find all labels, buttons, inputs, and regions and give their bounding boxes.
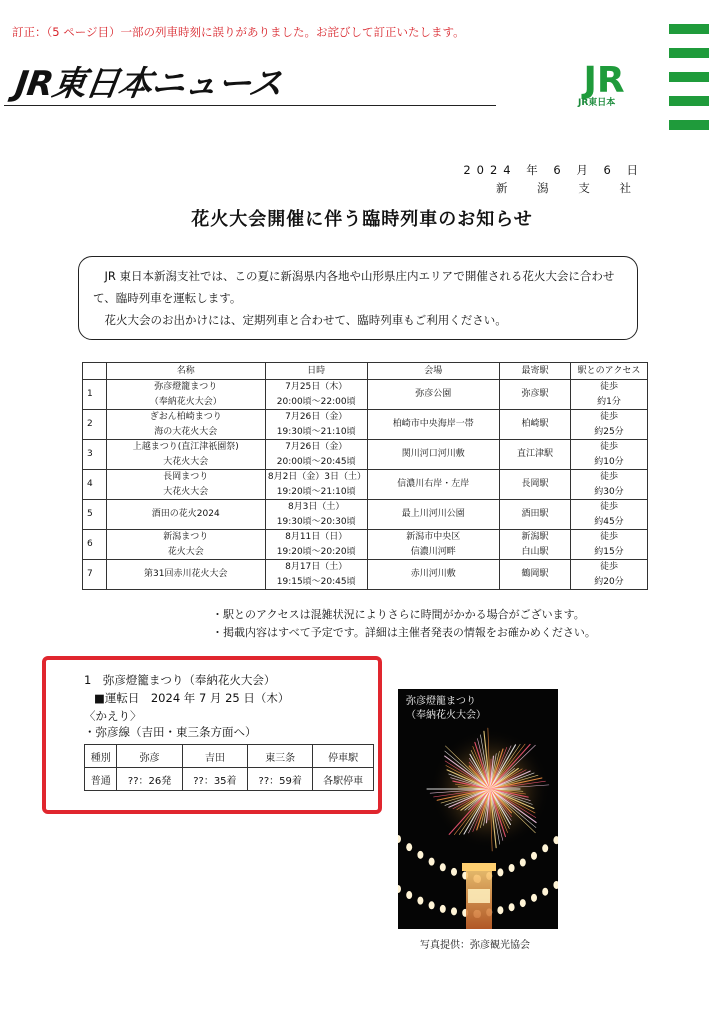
column-header: 駅とのアクセス: [570, 363, 647, 380]
table-cell: ぎおん柏崎まつり 海の大花火大会: [106, 410, 265, 440]
photo-caption-line: （奉納花火大会）: [406, 710, 486, 721]
table-cell: 新潟まつり 花火大会: [106, 530, 265, 560]
table-row: [83, 530, 648, 560]
table-row: [83, 500, 648, 530]
table-header-row: [83, 363, 648, 380]
table-cell: 徒歩 約45分: [570, 500, 647, 530]
table-cell: 徒歩 約15分: [570, 530, 647, 560]
jr-east-label: JR東日本: [578, 98, 616, 108]
train-schedule-table: [84, 744, 374, 791]
table-cell: 最上川河川公園: [367, 500, 500, 530]
intro-paragraph: JR 東日本新潟支社では、この夏に新潟県内各地や山形県庄内エリアで開催される花火大会に合わせて、臨時列車を運転します。: [93, 269, 615, 305]
table-row: [83, 440, 648, 470]
run-date: ■運転日 2024 年 7 月 25 日（木）: [94, 691, 290, 705]
table-cell: 上越まつり(直江津祇園祭) 大花火大会: [106, 440, 265, 470]
jr-east-news-logo: JR東日本ニュース: [12, 64, 285, 104]
table-cell: 弥彦公園: [367, 380, 500, 410]
table-cell: 3: [83, 440, 107, 470]
table-cell: 2: [83, 410, 107, 440]
table-cell: 弥彦燈籠まつり （奉納花火大会）: [106, 380, 265, 410]
event-heading: 1 弥彦燈籠まつり（奉納花火大会）: [84, 673, 276, 687]
direction-label: 〈かえり〉: [84, 709, 142, 723]
table-cell: ??：35着: [182, 768, 247, 791]
column-header: 東三条: [248, 745, 313, 768]
svg-text:JR: JR: [583, 60, 625, 101]
page-title: 花火大会開催に伴う臨時列車のお知らせ: [191, 209, 533, 230]
column-header: 弥彦: [117, 745, 182, 768]
issuing-branch: 新 潟 支 社: [496, 181, 644, 195]
brand-stripes: [669, 24, 709, 144]
fireworks-photo: [398, 689, 558, 929]
header-divider: [4, 105, 496, 106]
table-cell: 徒歩 約20分: [570, 560, 647, 590]
table-cell: 5: [83, 500, 107, 530]
table-cell: 第31回赤川花火大会: [106, 560, 265, 590]
table-cell: 柏崎駅: [500, 410, 571, 440]
table-cell: ??：59着: [248, 768, 313, 791]
table-row: [83, 410, 648, 440]
table-cell: 弥彦駅: [500, 380, 571, 410]
table-cell: 酒田の花火2024: [106, 500, 265, 530]
table-cell: 徒歩 約25分: [570, 410, 647, 440]
table-cell: 1: [83, 380, 107, 410]
issue-date: 2024 年 6 月 6 日: [463, 163, 644, 177]
table-cell: 各駅停車: [313, 768, 374, 791]
note-line: ・掲載内容はすべて予定です。詳細は主催者発表の情報をお確かめください。: [212, 626, 596, 639]
table-cell: 新潟駅 白山駅: [500, 530, 571, 560]
table-row: [83, 470, 648, 500]
corrected-schedule-box: [42, 656, 382, 814]
intro-paragraph: 花火大会のお出かけには、定期列車と合わせて、臨時列車もご利用ください。: [104, 313, 507, 327]
table-cell: 7月26日（金） 19:30頃～21:10頃: [265, 410, 367, 440]
note-line: ・駅とのアクセスは混雑状況によりさらに時間がかかる場合がございます。: [212, 608, 585, 621]
column-header: [83, 363, 107, 380]
table-cell: 8月2日（金）3日（土） 19:20頃～21:10頃: [265, 470, 367, 500]
table-row: [83, 560, 648, 590]
table-cell: 長岡まつり 大花火大会: [106, 470, 265, 500]
fireworks-image: [398, 689, 558, 929]
intro-box: [78, 256, 638, 340]
table-cell: 6: [83, 530, 107, 560]
table-cell: 鶴岡駅: [500, 560, 571, 590]
table-cell: 徒歩 約10分: [570, 440, 647, 470]
column-header: 停車駅: [313, 745, 374, 768]
table-cell: 8月11日（日） 19:20頃～20:20頃: [265, 530, 367, 560]
table-cell: 徒歩 約1分: [570, 380, 647, 410]
line-name: ・弥彦線（吉田・東三条方面へ）: [84, 725, 257, 739]
correction-notice: 訂正：（5 ページ目）一部の列車時刻に誤りがありました。お詫びして訂正いたします。: [12, 25, 465, 39]
column-header: 日時: [265, 363, 367, 380]
photo-caption: [406, 695, 486, 723]
table-cell: 長岡駅: [500, 470, 571, 500]
table-cell: 8月3日（土） 19:30頃～20:30頃: [265, 500, 367, 530]
table-cell: 酒田駅: [500, 500, 571, 530]
photo-credit: 写真提供：弥彦観光協会: [420, 940, 530, 951]
table-cell: 4: [83, 470, 107, 500]
table-cell: 徒歩 約30分: [570, 470, 647, 500]
table-cell: 7: [83, 560, 107, 590]
column-header: 最寄駅: [500, 363, 571, 380]
table-row: [83, 380, 648, 410]
table-cell: 7月25日（木） 20:00頃～22:00頃: [265, 380, 367, 410]
table-header-row: [85, 745, 374, 768]
table-cell: 普通: [85, 768, 117, 791]
table-cell: ??：26発: [117, 768, 182, 791]
table-cell: 信濃川右岸・左岸: [367, 470, 500, 500]
events-table: [82, 362, 648, 590]
column-header: 名称: [106, 363, 265, 380]
column-header: 吉田: [182, 745, 247, 768]
column-header: 会場: [367, 363, 500, 380]
table-cell: 赤川河川敷: [367, 560, 500, 590]
table-cell: 関川河口河川敷: [367, 440, 500, 470]
table-cell: 直江津駅: [500, 440, 571, 470]
table-cell: 7月26日（金） 20:00頃～20:45頃: [265, 440, 367, 470]
table-cell: 柏崎市中央海岸一帯: [367, 410, 500, 440]
table-cell: 8月17日（土） 19:15頃～20:45頃: [265, 560, 367, 590]
table-row: [85, 768, 374, 791]
photo-caption-line: 弥彦燈籠まつり: [406, 696, 476, 707]
table-cell: 新潟市中央区 信濃川河畔: [367, 530, 500, 560]
column-header: 種別: [85, 745, 117, 768]
